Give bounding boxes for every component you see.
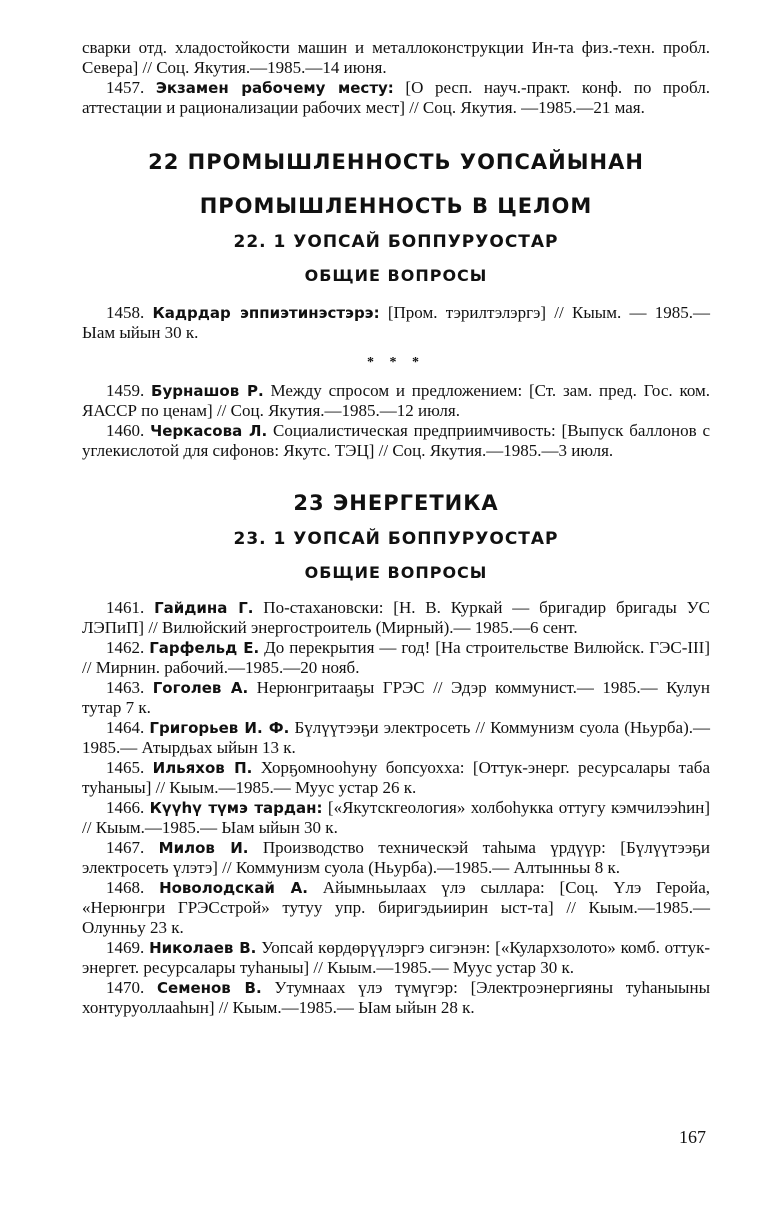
- entry-text: Между спросом и предложением: [Ст. зам. пред. Гос. ком. ЯАССР по ценам] // Соц. Якутия.—1985.—12 июля.: [82, 381, 711, 420]
- entry-author: Ильяхов П.: [152, 759, 253, 777]
- entry-author: Николаев В.: [149, 939, 257, 957]
- entry-text: По-стахановски: [Н. В. Куркай — бригадир бригады УС ЛЭПиП] // Вилюйский энергостроитель (Мирный).— 1985.—6 сент.: [82, 598, 711, 637]
- entry-1458: [82, 303, 710, 343]
- entry-number: 1470.: [106, 978, 145, 997]
- entry-1470: [82, 978, 710, 1018]
- entry-text: Хорҕомнооһуну бопсуохха: [Оттук-энерг. ресурсалары таба туһаныы] // Кыым.—1985.— Муус устар 26 к.: [82, 758, 710, 797]
- section-22-heading-line1: 22 ПРОМЫШЛЕННОСТЬ УОПСАЙЫНАН: [148, 150, 644, 174]
- entry-text: Айымньылаах үлэ сыллара: [Соц. Үлэ Геройа, «Нерюнгри ГРЭСстрой» тутуу упр. биригэдьиирин ыст-та] // Кыым.—1985.— Олунньу 23 к.: [82, 878, 711, 937]
- entry-text: Производство техническэй таһыма үрдүүр: [Бүлүүтээҕи электросеть үлэтэ] // Коммунизм суола (Ньурба).—1985.— Алтынньы 8 к.: [82, 838, 710, 877]
- book-page: [82, 38, 710, 1018]
- entry-author: Гарфельд Е.: [149, 639, 260, 657]
- entry-1459: [82, 381, 710, 421]
- entry-author: Гайдина Г.: [154, 599, 254, 617]
- section-23-general-questions: ОБЩИЕ ВОПРОСЫ: [304, 563, 488, 582]
- entry-text: Утумнаах үлэ түмүгэр: [Электроэнергияны туһаныыны хонтуруоллааһын] // Кыым.—1985.— Ыам ыйын 28 к.: [82, 978, 710, 1017]
- entry-1467: [82, 838, 710, 878]
- entry-1457: [82, 78, 710, 118]
- entry-1460: [82, 421, 710, 461]
- entry-text: До перекрытия — год! [На строительстве Вилюйск. ГЭС-III] // Мирнин. рабочий.—1985.—20 нояб.: [82, 638, 710, 677]
- entry-text: [О респ. науч.-практ. конф. по пробл. аттестации и рационализации рабочих мест] // Соц. Якутия. —1985.—21 мая.: [82, 78, 710, 117]
- entry-number: 1467.: [106, 838, 145, 857]
- section-22-general-questions: ОБЩИЕ ВОПРОСЫ: [304, 266, 488, 285]
- entry-number: 1457.: [106, 78, 145, 97]
- entry-number: 1463.: [106, 678, 145, 697]
- entry-author: Семенов В.: [157, 979, 262, 997]
- entry-author: Новолодскай А.: [159, 879, 308, 897]
- entry-number: 1469.: [106, 938, 145, 957]
- entry-number: 1465.: [106, 758, 145, 777]
- entry-author: Милов И.: [158, 839, 249, 857]
- entry-author: Черкасова Л.: [150, 422, 268, 440]
- page-number: 167: [679, 1127, 706, 1147]
- entry-title: Күүһү түмэ тардан:: [149, 799, 323, 817]
- entry-text: [Пром. тэрилтэлэргэ] // Кыым. — 1985.— Ыам ыйын 30 к.: [82, 303, 711, 342]
- section-23-entries: [82, 598, 710, 1018]
- entry-text: Бүлүүтээҕи электросеть // Коммунизм суола (Ньурба).—1985.— Атырдьах ыйын 13 к.: [82, 718, 711, 757]
- entry-author: Бурнашов Р.: [151, 382, 264, 400]
- entry-text: [«Якутскгеология» холбоһукка оттугу кэмчилээһин] // Кыым.—1985.— Ыам ыйын 30 к.: [82, 798, 711, 837]
- section-23-1-subheading: 23. 1 УОПСАЙ БОППУРУОСТАР: [233, 529, 559, 549]
- section-22-heading-line2: ПРОМЫШЛЕННОСТЬ В ЦЕЛОМ: [199, 194, 593, 218]
- entry-1461: [82, 598, 710, 638]
- entry-number: 1466.: [106, 798, 145, 817]
- entry-number: 1464.: [106, 718, 145, 737]
- separator-asterisks: * * *: [367, 355, 425, 370]
- section-22-entries: [82, 381, 710, 461]
- entry-1468: [82, 878, 710, 938]
- entry-number: 1458.: [106, 303, 145, 322]
- entry-author: Григорьев И. Ф.: [149, 719, 290, 737]
- entry-number: 1461.: [106, 598, 145, 617]
- entry-title: Экзамен рабочему месту:: [155, 79, 394, 97]
- entry-1464: [82, 718, 710, 758]
- entry-1462: [82, 638, 710, 678]
- entry-1466: [82, 798, 710, 838]
- entry-title: Кадрдар эппиэтинэстэрэ:: [152, 304, 380, 322]
- entry-number: 1460.: [106, 421, 145, 440]
- entry-text: Нерюнгритааҕы ГРЭС // Эдэр коммунист.— 1985.— Кулун тутар 7 к.: [82, 678, 711, 717]
- entry-number: 1468.: [106, 878, 145, 897]
- entry-text: Социалистическая предприимчивость: [Выпуск баллонов с углекислотой для сифонов: Якутс. ТЭЦ] // Соц. Якутия.—1985.—3 июля.: [82, 421, 710, 460]
- entry-author: Гоголев А.: [152, 679, 249, 697]
- entry-number: 1462.: [106, 638, 145, 657]
- section-23-heading: 23 ЭНЕРГЕТИКА: [293, 491, 499, 515]
- entry-1465: [82, 758, 710, 798]
- entry-number: 1459.: [106, 381, 145, 400]
- entry-text: Уопсай көрдөрүүлэргэ сигэнэн: [«Кулархзолото» комб. оттук-энергет. ресурсалары туһаныы] // Кыым.—1985.— Муус устар 30 к.: [82, 938, 711, 977]
- entry-1456-continuation: сварки отд. хладостойкости машин и металлоконструкции Ин-та физ.-техн. пробл. Севера] // Соц. Якутия.—1985.—14 июня.: [82, 38, 710, 77]
- entry-1463: [82, 678, 710, 718]
- section-22-1-subheading: 22. 1 УОПСАЙ БОППУРУОСТАР: [233, 232, 559, 252]
- entry-1469: [82, 938, 710, 978]
